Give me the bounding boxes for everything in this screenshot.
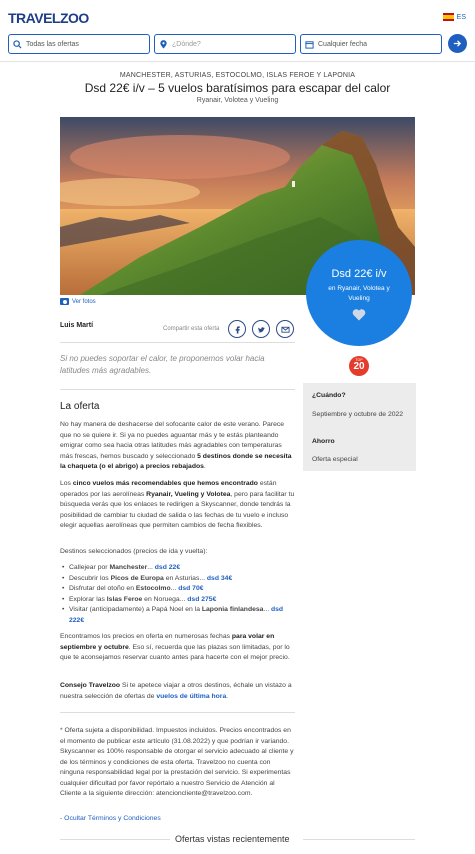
terms-text: * Oferta sujeta a disponibilidad. Impuestos incluidos. Precios encontrados en el momento de publicar este artículo (31.08.2022) y que podrían ir variando. Skyscanner es 100% responsable de otorgar el servicio adecuado al cliente y de los términos y condiciones de esta oferta. Travelzoo no cuenta con ninguna responsabilidad legal por la prestación del servicio. Si experimentas cualquier dificultad por favor repórtalo a nuestro Servicio de Atención al Cliente a la siguiente dirección: atencioncliente@travelzoo.com. [60,727,294,797]
deal-details-box [303,383,416,471]
text: . [203,463,206,470]
place: Estocolmo [135,585,171,592]
text: . [226,692,229,700]
text-bold: Ryanair, Vueling y Volotea [146,490,231,498]
offer-paragraph-4 [60,632,295,664]
deal-intro: Si no puedes soportar el calor, te proponemos volar hacia latitudes más agradables. [60,354,265,375]
price-link[interactable]: dsd 275€ [187,595,217,603]
divider [60,342,295,343]
offer-heading: La oferta [60,401,100,412]
top20-number: 20 [353,361,365,372]
text: ... [170,585,179,592]
price-link[interactable]: dsd 34€ [206,574,233,582]
list-item [62,563,294,574]
category-select[interactable] [8,34,150,54]
divider [60,712,295,713]
text-bold: 5 destinos donde se necesita la chaqueta (o el abrigo) a precios rebajados [60,452,292,470]
offer-paragraph-3: Destinos seleccionados (precios de ida y vuelta): [60,548,208,555]
list-item [62,605,294,626]
divider [60,389,295,390]
deal-locations: MANCHESTER, ASTURIAS, ESTOCOLMO, ISLAS FEROE Y LAPONIA [119,72,356,79]
place: Picos de Europa [110,574,164,582]
share-label: Compartir esta oferta [163,326,220,332]
email-share-button[interactable] [276,320,294,338]
place: Manchester [109,564,148,571]
place: Laponia finlandesa [201,606,264,613]
text-bold: para volar en septiembre y octubre [60,633,275,651]
text-bold: cinco vuelos más recomendables que hemos encontrado [72,480,258,487]
facebook-icon [233,325,242,334]
arrow-right-icon [453,39,462,48]
search-icon [13,40,22,49]
divider [303,839,415,840]
saving-value: Oferta especial [312,456,358,463]
deal-airlines: Ryanair, Volotea y Vueling [196,97,279,104]
text: Los [60,480,73,487]
text: en Noruega... [142,595,188,603]
destination-placeholder: ¿Dónde? [172,40,201,48]
page-title: Dsd 22€ i/v – 5 vuelos baratísimos para escapar del calor [84,81,391,95]
text: ... [263,606,271,613]
price-bubble[interactable] [306,240,412,346]
text: Descubrir los [69,574,111,582]
text: Visitar (anticipadamente) a Papá Noel en la [69,606,202,613]
travelzoo-tip [60,681,295,702]
text: ... [147,564,155,571]
when-value: Septiembre y octubre de 2022 [312,411,404,418]
heart-icon[interactable] [352,308,366,321]
text: No hay manera de deshacerse del sofocante calor de este verano. Parece que no se quiere ir. Si ya no puedes aguantar más y te estás planteando emigrar como sea hacia otras latitudes más agradables con temperaturas más frescas, hemos buscado y seleccionado [60,421,285,460]
bubble-airlines: en Ryanair, Volotea y Vueling [328,285,390,302]
price-link[interactable]: dsd 22€ [154,564,181,571]
place: Islas Feroe [106,595,143,603]
search-bar [8,34,467,54]
text: , pero para facilitar tu búsqueda verás que los enlaces te redirigen a Skyscanner, donde tendrás la posibilidad de cambiar tu ciudad de salida o las fechas de tu vuelo e incluso elegir aquellas aerolíneas que permiten cambios de fecha flexibles. [60,490,295,529]
text: están operados por las aerolíneas [60,480,277,498]
travelzoo-logo[interactable]: TRAVELZOO [8,10,89,26]
price-link[interactable]: dsd 222€ [69,606,284,624]
list-item [62,574,294,585]
tip-label: Consejo Travelzoo [60,682,121,689]
saving-label: Ahorro [312,438,335,445]
recently-viewed-heading: Ofertas vistas recientemente [175,834,290,844]
bubble-price: Dsd 22€ i/v [331,268,387,280]
text: Explorar las [69,595,107,603]
spain-flag-icon [443,13,454,21]
calendar-icon [305,40,314,49]
hide-terms-link[interactable]: - Ocultar Términos y Condiciones [60,815,161,822]
top20-badge [349,356,369,376]
destination-input[interactable] [154,34,296,54]
destination-list [62,563,294,626]
camera-icon [60,298,69,305]
last-minute-flights-link[interactable]: vuelos de última hora [156,692,227,700]
language-label: ES [456,13,466,21]
list-item [62,584,294,595]
text: Encontramos los precios en oferta en numerosas fechas [60,633,232,640]
date-value: Cualquier fecha [318,40,368,48]
price-link[interactable]: dsd 70€ [178,585,204,592]
date-select[interactable] [300,34,442,54]
author-name: Luis Martí [60,322,94,329]
mail-icon [281,325,290,334]
text: Disfrutar del otoño en [69,585,136,592]
offer-paragraph-1 [60,420,295,473]
divider [60,839,170,840]
list-item [62,595,294,606]
search-submit-button[interactable] [448,34,467,53]
top20-small-label: TOP [355,358,363,362]
facebook-share-button[interactable] [228,320,246,338]
language-selector[interactable] [443,13,466,21]
when-label: ¿Cuándo? [312,392,346,399]
top-header [0,0,475,62]
text: . Eso sí, recuerda que las plazas son limitadas, por lo que te aconsejamos reservar cuanto antes para hacerte con el mejor precio. [60,643,290,661]
offer-paragraph-2 [60,479,295,532]
location-pin-icon [159,40,168,49]
twitter-share-button[interactable] [252,320,270,338]
view-photos-label: Ver fotos [72,298,96,305]
twitter-icon [257,325,266,334]
text: Si te apetece viajar a otros destinos, échale un vistazo a nuestra selección de ofertas de [60,682,292,700]
text: Callejear por [69,564,110,571]
category-value: Todas las ofertas [26,40,79,48]
text: en Asturias... [163,574,207,582]
view-photos-link[interactable] [60,298,96,305]
